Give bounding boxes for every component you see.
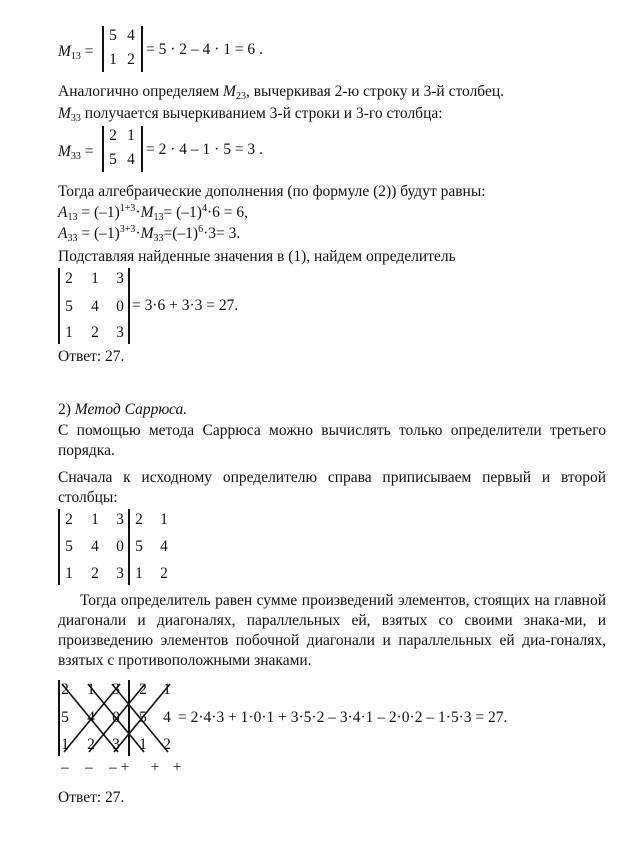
m33-cell: 2: [109, 127, 117, 144]
det3-cell: 1: [87, 681, 95, 698]
det1-cell: 3: [116, 270, 124, 287]
m13-cell: 1: [109, 51, 117, 68]
para-text: Сначала к исходному определителю справа приписываем первый и второй столбцы:: [58, 469, 606, 506]
m33-letter: M: [58, 143, 71, 160]
m33-letter: M: [58, 105, 71, 122]
det3-cell: 3: [112, 681, 120, 698]
det2-extra-cell: 2: [135, 511, 143, 528]
det3-cell: 4: [87, 709, 95, 726]
det3-cell: 2: [139, 681, 147, 698]
m23-letter: M: [223, 83, 236, 100]
det2-cell: 2: [65, 511, 73, 528]
det3-cell: 0: [112, 709, 120, 726]
det2-extra-cell: 5: [135, 538, 143, 555]
m13-equals: =: [84, 43, 94, 60]
m33-subscript: 33: [70, 151, 81, 162]
det1-cell: 2: [65, 270, 73, 287]
formula-exponent: 4: [201, 203, 207, 214]
formula-text: ·6 = 6,: [206, 204, 249, 221]
diagonal-sign: –: [109, 759, 117, 776]
m33-subscript: 33: [153, 233, 164, 244]
m13-subscript: 13: [153, 212, 164, 223]
m33-result: = 2 · 4 – 1 · 5 = 3 .: [146, 141, 263, 158]
det1-cell: 5: [65, 298, 73, 315]
formula-exponent: 1+3: [119, 203, 136, 214]
det2-cell: 1: [91, 511, 99, 528]
para-text: Тогда определитель равен сумме произведений элементов, стоящих на главной диагонали и диагоналях, параллельных ей, взятых со своими знака-ми, и произведению элементов побочной диагонали и параллельных ей диа-гоналях, взятых с противоположными знаками.: [58, 592, 606, 669]
formula-text: = (–1): [77, 204, 120, 221]
paragraph-cofactors: Тогда алгебраические дополнения (по формуле (2)) будут равны:: [58, 183, 486, 200]
det2-cell: 5: [65, 538, 73, 555]
det2-extra-cell: 1: [135, 565, 143, 582]
para-text: С помощью метода Саррюса можно вычислять только определители третьего порядка.: [58, 422, 606, 459]
diagonal-sign: –: [61, 759, 69, 776]
para-text: , вычеркивая 2-ю строку и 3-й столбец.: [245, 83, 505, 100]
formula-text: ·3= 3.: [203, 225, 241, 242]
det2-cell: 1: [65, 565, 73, 582]
formula-text: ·: [135, 204, 141, 221]
m33-subscript: 33: [70, 113, 81, 124]
formula-exponent: 3+3: [119, 224, 136, 235]
m33-cell: 4: [127, 151, 135, 168]
det3-cell: 2: [61, 681, 69, 698]
det1-cell: 1: [65, 324, 73, 341]
det2-extra-cell: 2: [160, 565, 168, 582]
det2-cell: 0: [116, 538, 124, 555]
m33-letter: M: [140, 225, 154, 242]
m13-letter: M: [140, 204, 154, 221]
a13-letter: A: [58, 204, 68, 221]
det2-cell: 2: [91, 565, 99, 582]
det3-cell: 2: [87, 736, 95, 753]
m33-equals: =: [84, 143, 94, 160]
m13-result: = 5 · 2 – 4 · 1 = 6 .: [146, 41, 263, 58]
diagonal-sign: –: [85, 759, 93, 776]
det1-cell: 0: [116, 298, 124, 315]
det2-cell: 4: [91, 538, 99, 555]
det3-cell: 1: [139, 736, 147, 753]
diagonal-sign: +: [172, 759, 182, 776]
det1-cell: 1: [91, 270, 99, 287]
a33-letter: A: [58, 225, 68, 242]
m13-cell: 2: [127, 51, 135, 68]
det1-cell: 2: [91, 324, 99, 341]
para-text: получается вычеркиванием 3-й строки и 3-го столбца:: [80, 105, 443, 122]
m33-cell: 5: [109, 151, 117, 168]
m23-subscript: 23: [235, 91, 246, 102]
m13-letter: M: [58, 43, 71, 60]
det3-cell: 5: [139, 709, 147, 726]
det3-cell: 1: [61, 736, 69, 753]
m13-cell: 4: [127, 27, 135, 44]
formula-text: =(–1): [163, 225, 199, 242]
det2-cell: 3: [116, 565, 124, 582]
answer: Ответ: 27.: [58, 789, 125, 806]
a33-subscript: 33: [67, 233, 78, 244]
a13-subscript: 13: [67, 212, 78, 223]
m13-cell: 5: [109, 27, 117, 44]
m13-subscript: 13: [70, 51, 81, 62]
para-text: Аналогично определяем: [58, 83, 224, 100]
det1-cell: 4: [91, 298, 99, 315]
det3-cell: 3: [112, 736, 120, 753]
answer: Ответ: 27.: [58, 348, 125, 365]
formula-text: = (–1): [163, 204, 202, 221]
formula-text: ·: [135, 225, 141, 242]
det1-result: = 3·6 + 3·3 = 27.: [132, 297, 239, 314]
paragraph-substitute: Подставляя найденные значения в (1), найдем определитель: [58, 248, 456, 265]
diagonal-sign: +: [150, 759, 160, 776]
det2-extra-cell: 4: [160, 538, 168, 555]
section-title: Метод Саррюса.: [74, 401, 188, 418]
formula-exponent: 6: [198, 224, 204, 235]
det3-cell: 1: [163, 681, 171, 698]
det3-cell: 4: [163, 709, 171, 726]
det2-cell: 3: [116, 511, 124, 528]
m33-cell: 1: [127, 127, 135, 144]
diagonal-sign: +: [120, 759, 130, 776]
section-number: 2): [58, 401, 75, 418]
det3-result: = 2·4·3 + 1·0·1 + 3·5·2 – 3·4·1 – 2·0·2 – 1·5·3 = 27.: [178, 709, 508, 726]
det1-cell: 3: [116, 324, 124, 341]
det3-cell: 2: [163, 736, 171, 753]
formula-text: = (–1): [77, 225, 120, 242]
det3-cell: 5: [61, 709, 69, 726]
det2-extra-cell: 1: [160, 511, 168, 528]
